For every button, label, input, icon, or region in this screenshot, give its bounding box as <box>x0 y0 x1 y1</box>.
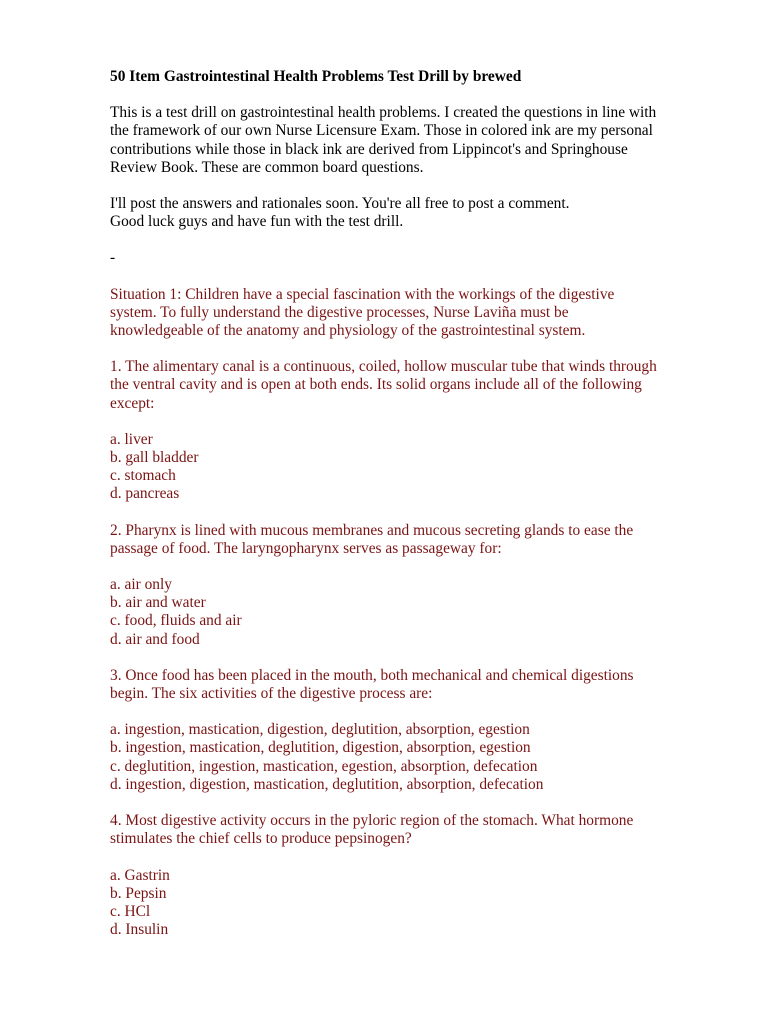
situation-paragraph <box>110 286 718 341</box>
question-line: the ventral cavity and is open at both ends. Its solid organs include all of the following <box>110 376 642 394</box>
choice-item: c. HCl <box>110 902 151 920</box>
choice-item: b. Pepsin <box>110 884 167 902</box>
choice-item: a. Gastrin <box>110 866 170 884</box>
intro-paragraph <box>110 104 718 177</box>
choice-item: c. food, fluids and air <box>110 612 242 630</box>
choice-item: b. gall bladder <box>110 449 199 467</box>
question-4-stem <box>110 812 718 848</box>
note-paragraph <box>110 195 718 231</box>
document-title: 50 Item Gastrointestinal Health Problems Test Drill by brewed <box>110 68 522 85</box>
choice-item: d. pancreas <box>110 485 180 503</box>
question-2-choices <box>110 576 718 649</box>
note-line: Good luck guys and have fun with the test drill. <box>110 213 404 231</box>
question-2-stem <box>110 522 718 558</box>
choice-item: c. stomach <box>110 467 176 485</box>
choice-item: c. deglutition, ingestion, mastication, egestion, absorption, defecation <box>110 757 538 775</box>
question-line: except: <box>110 394 155 412</box>
question-line: passage of food. The laryngopharynx serves as passageway for: <box>110 539 502 557</box>
question-3-stem <box>110 667 718 703</box>
choice-item: d. Insulin <box>110 921 169 939</box>
question-1-choices <box>110 431 718 504</box>
question-line: 3. Once food has been placed in the mouth, both mechanical and chemical digestions <box>110 666 634 684</box>
question-line: 4. Most digestive activity occurs in the pyloric region of the stomach. What hormone <box>110 812 634 830</box>
choice-item: a. liver <box>110 430 153 448</box>
intro-line: contributions while those in black ink are derived from Lippincot's and Springhouse <box>110 140 628 158</box>
choice-item: b. air and water <box>110 594 206 612</box>
question-4-choices <box>110 867 718 940</box>
choice-item: a. air only <box>110 576 172 594</box>
question-3-choices <box>110 721 718 794</box>
situation-line: Situation 1: Children have a special fascination with the workings of the digestive <box>110 285 615 303</box>
intro-line: the framework of our own Nurse Licensure Exam. Those in colored ink are my personal <box>110 122 653 140</box>
situation-line: knowledgeable of the anatomy and physiology of the gastrointestinal system. <box>110 322 586 340</box>
question-line: 2. Pharynx is lined with mucous membranes and mucous secreting glands to ease the <box>110 521 634 539</box>
question-line: stimulates the chief cells to produce pepsinogen? <box>110 830 412 848</box>
question-1-stem <box>110 358 718 413</box>
question-line: 1. The alimentary canal is a continuous, coiled, hollow muscular tube that winds through <box>110 358 657 376</box>
choice-item: a. ingestion, mastication, digestion, deglutition, absorption, egestion <box>110 721 530 739</box>
question-line: begin. The six activities of the digestive process are: <box>110 685 433 703</box>
choice-item: d. air and food <box>110 630 200 648</box>
intro-line: This is a test drill on gastrointestinal health problems. I created the questions in line with <box>110 104 657 122</box>
situation-line: system. To fully understand the digestive processes, Nurse Laviña must be <box>110 303 569 321</box>
intro-line: Review Book. These are common board questions. <box>110 158 424 176</box>
separator-dash: - <box>110 249 116 267</box>
choice-item: d. ingestion, digestion, mastication, deglutition, absorption, defecation <box>110 775 544 793</box>
note-line: I'll post the answers and rationales soon. You're all free to post a comment. <box>110 195 570 213</box>
choice-item: b. ingestion, mastication, deglutition, digestion, absorption, egestion <box>110 739 531 757</box>
